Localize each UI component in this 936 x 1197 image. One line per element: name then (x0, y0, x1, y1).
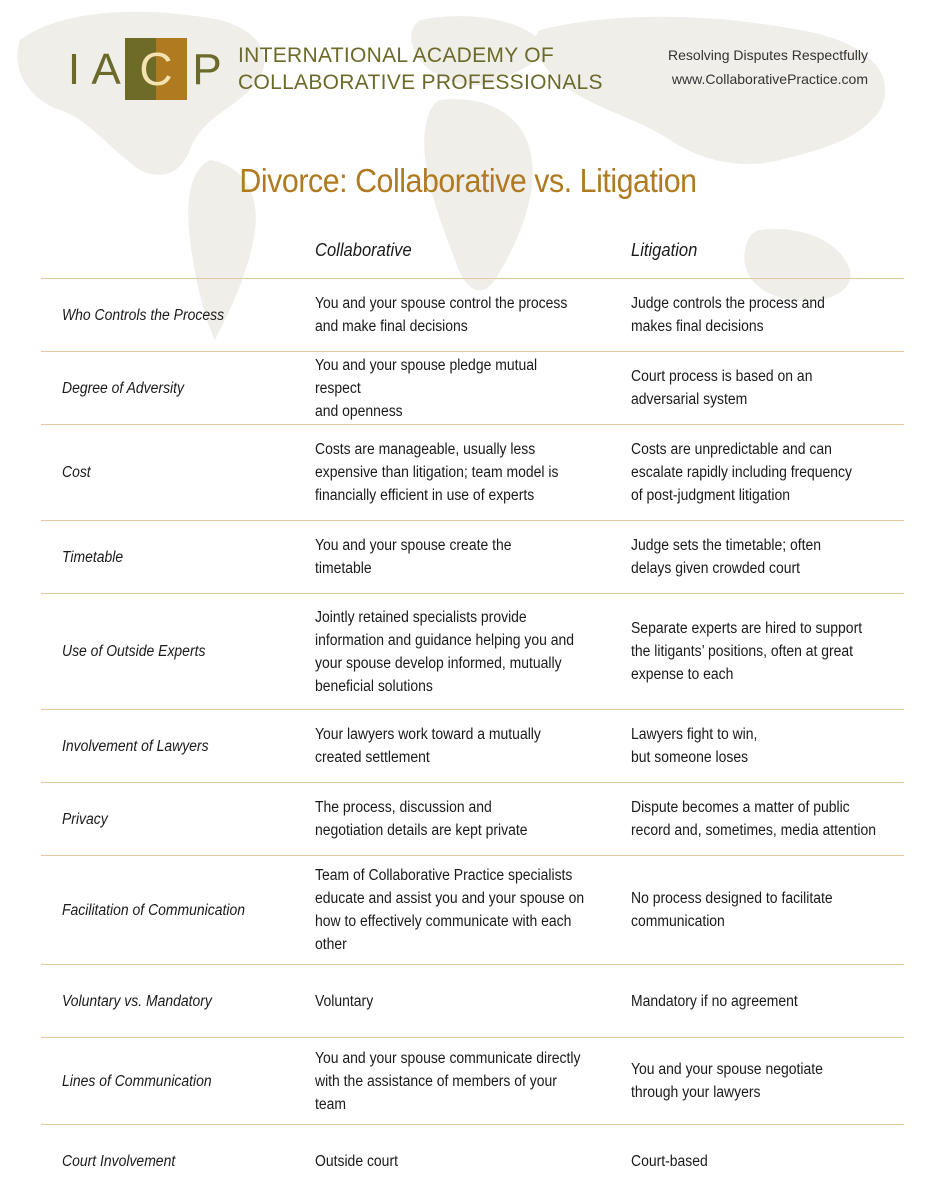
logo-c-box (125, 38, 187, 100)
collaborative-cell: Outside court (315, 1152, 398, 1170)
logo-letter-p: P (192, 45, 222, 94)
page-header (0, 0, 936, 130)
table-row (41, 521, 904, 594)
column-header-litigation: Litigation (631, 240, 698, 260)
row-label: Timetable (62, 548, 124, 566)
table-row (41, 425, 904, 521)
litigation-cell: Judge controls the process and makes final decisions (631, 295, 825, 335)
organization-name (238, 42, 603, 96)
litigation-cell: No process designed to facilitate communication (631, 890, 833, 930)
collaborative-cell: You and your spouse communicate directly with the assistance of members of your team (315, 1049, 581, 1113)
row-label: Court Involvement (62, 1152, 176, 1170)
table-row (41, 279, 904, 352)
collaborative-cell: Costs are manageable, usually less expensive than litigation; team model is financially efficient in use of experts (315, 441, 559, 504)
litigation-cell: Court process is based on an adversarial system (631, 368, 813, 408)
litigation-cell: Judge sets the timetable; often delays given crowded court (631, 537, 821, 577)
table-row (41, 1125, 904, 1197)
litigation-cell: Mandatory if no agreement (631, 992, 798, 1010)
row-label: Cost (62, 464, 91, 481)
row-label: Voluntary vs. Mandatory (62, 992, 212, 1010)
collaborative-cell: You and your spouse control the process and make final decisions (315, 295, 568, 335)
litigation-cell: Court-based (631, 1152, 708, 1170)
row-label: Privacy (62, 810, 108, 828)
row-label: Involvement of Lawyers (62, 737, 209, 755)
row-label: Who Controls the Process (62, 306, 225, 324)
logo-letter-a: A (91, 45, 121, 94)
collaborative-cell: You and your spouse pledge mutual respect and openness (315, 356, 538, 420)
page-title: Divorce: Collaborative vs. Litigation (239, 162, 697, 199)
collaborative-cell: Voluntary (315, 992, 374, 1010)
litigation-cell: Lawyers fight to win, but someone loses (631, 726, 758, 766)
row-label: Lines of Communication (62, 1072, 212, 1090)
table-row (41, 783, 904, 856)
website-url: www.CollaborativePractice.com (671, 71, 868, 87)
collaborative-cell: Your lawyers work toward a mutually created settlement (315, 726, 541, 766)
logo-letter-c: C (139, 43, 173, 95)
org-name-line-1: INTERNATIONAL ACADEMY OF (238, 44, 555, 67)
table-row (41, 594, 904, 710)
header-tagline (668, 43, 868, 91)
table-header (41, 228, 904, 279)
collaborative-cell: Team of Collaborative Practice specialists educate and assist you and your spouse on how to effectively communicate with each other (315, 867, 585, 953)
row-label: Facilitation of Communication (62, 901, 245, 919)
table-row (41, 856, 904, 965)
litigation-cell: Dispute becomes a matter of public record and, sometimes, media attention (631, 799, 877, 839)
column-header-collaborative: Collaborative (315, 240, 412, 260)
table-row (41, 710, 904, 783)
collaborative-cell: You and your spouse create the timetable (315, 537, 512, 577)
collaborative-cell: Jointly retained specialists provide information and guidance helping you and your spouse develop informed, mutually beneficial solutions (315, 608, 575, 695)
litigation-cell: You and your spouse negotiate through your lawyers (631, 1061, 823, 1101)
tagline-text: Resolving Disputes Respectfully (668, 47, 868, 63)
litigation-cell: Separate experts are hired to support the litigants’ positions, often at great expense to each (631, 620, 863, 683)
row-label: Use of Outside Experts (62, 643, 206, 660)
table-row (41, 352, 904, 425)
table-row (41, 1038, 904, 1125)
comparison-table (41, 228, 904, 1197)
logo-letter-i: I (67, 45, 81, 94)
litigation-cell: Costs are unpredictable and can escalate rapidly including frequency of post-judgment litigation (631, 441, 853, 504)
row-label: Degree of Adversity (62, 379, 184, 397)
table-row (41, 965, 904, 1038)
org-name-line-2: COLLABORATIVE PROFESSIONALS (238, 71, 603, 94)
collaborative-cell: The process, discussion and negotiation details are kept private (315, 799, 528, 839)
